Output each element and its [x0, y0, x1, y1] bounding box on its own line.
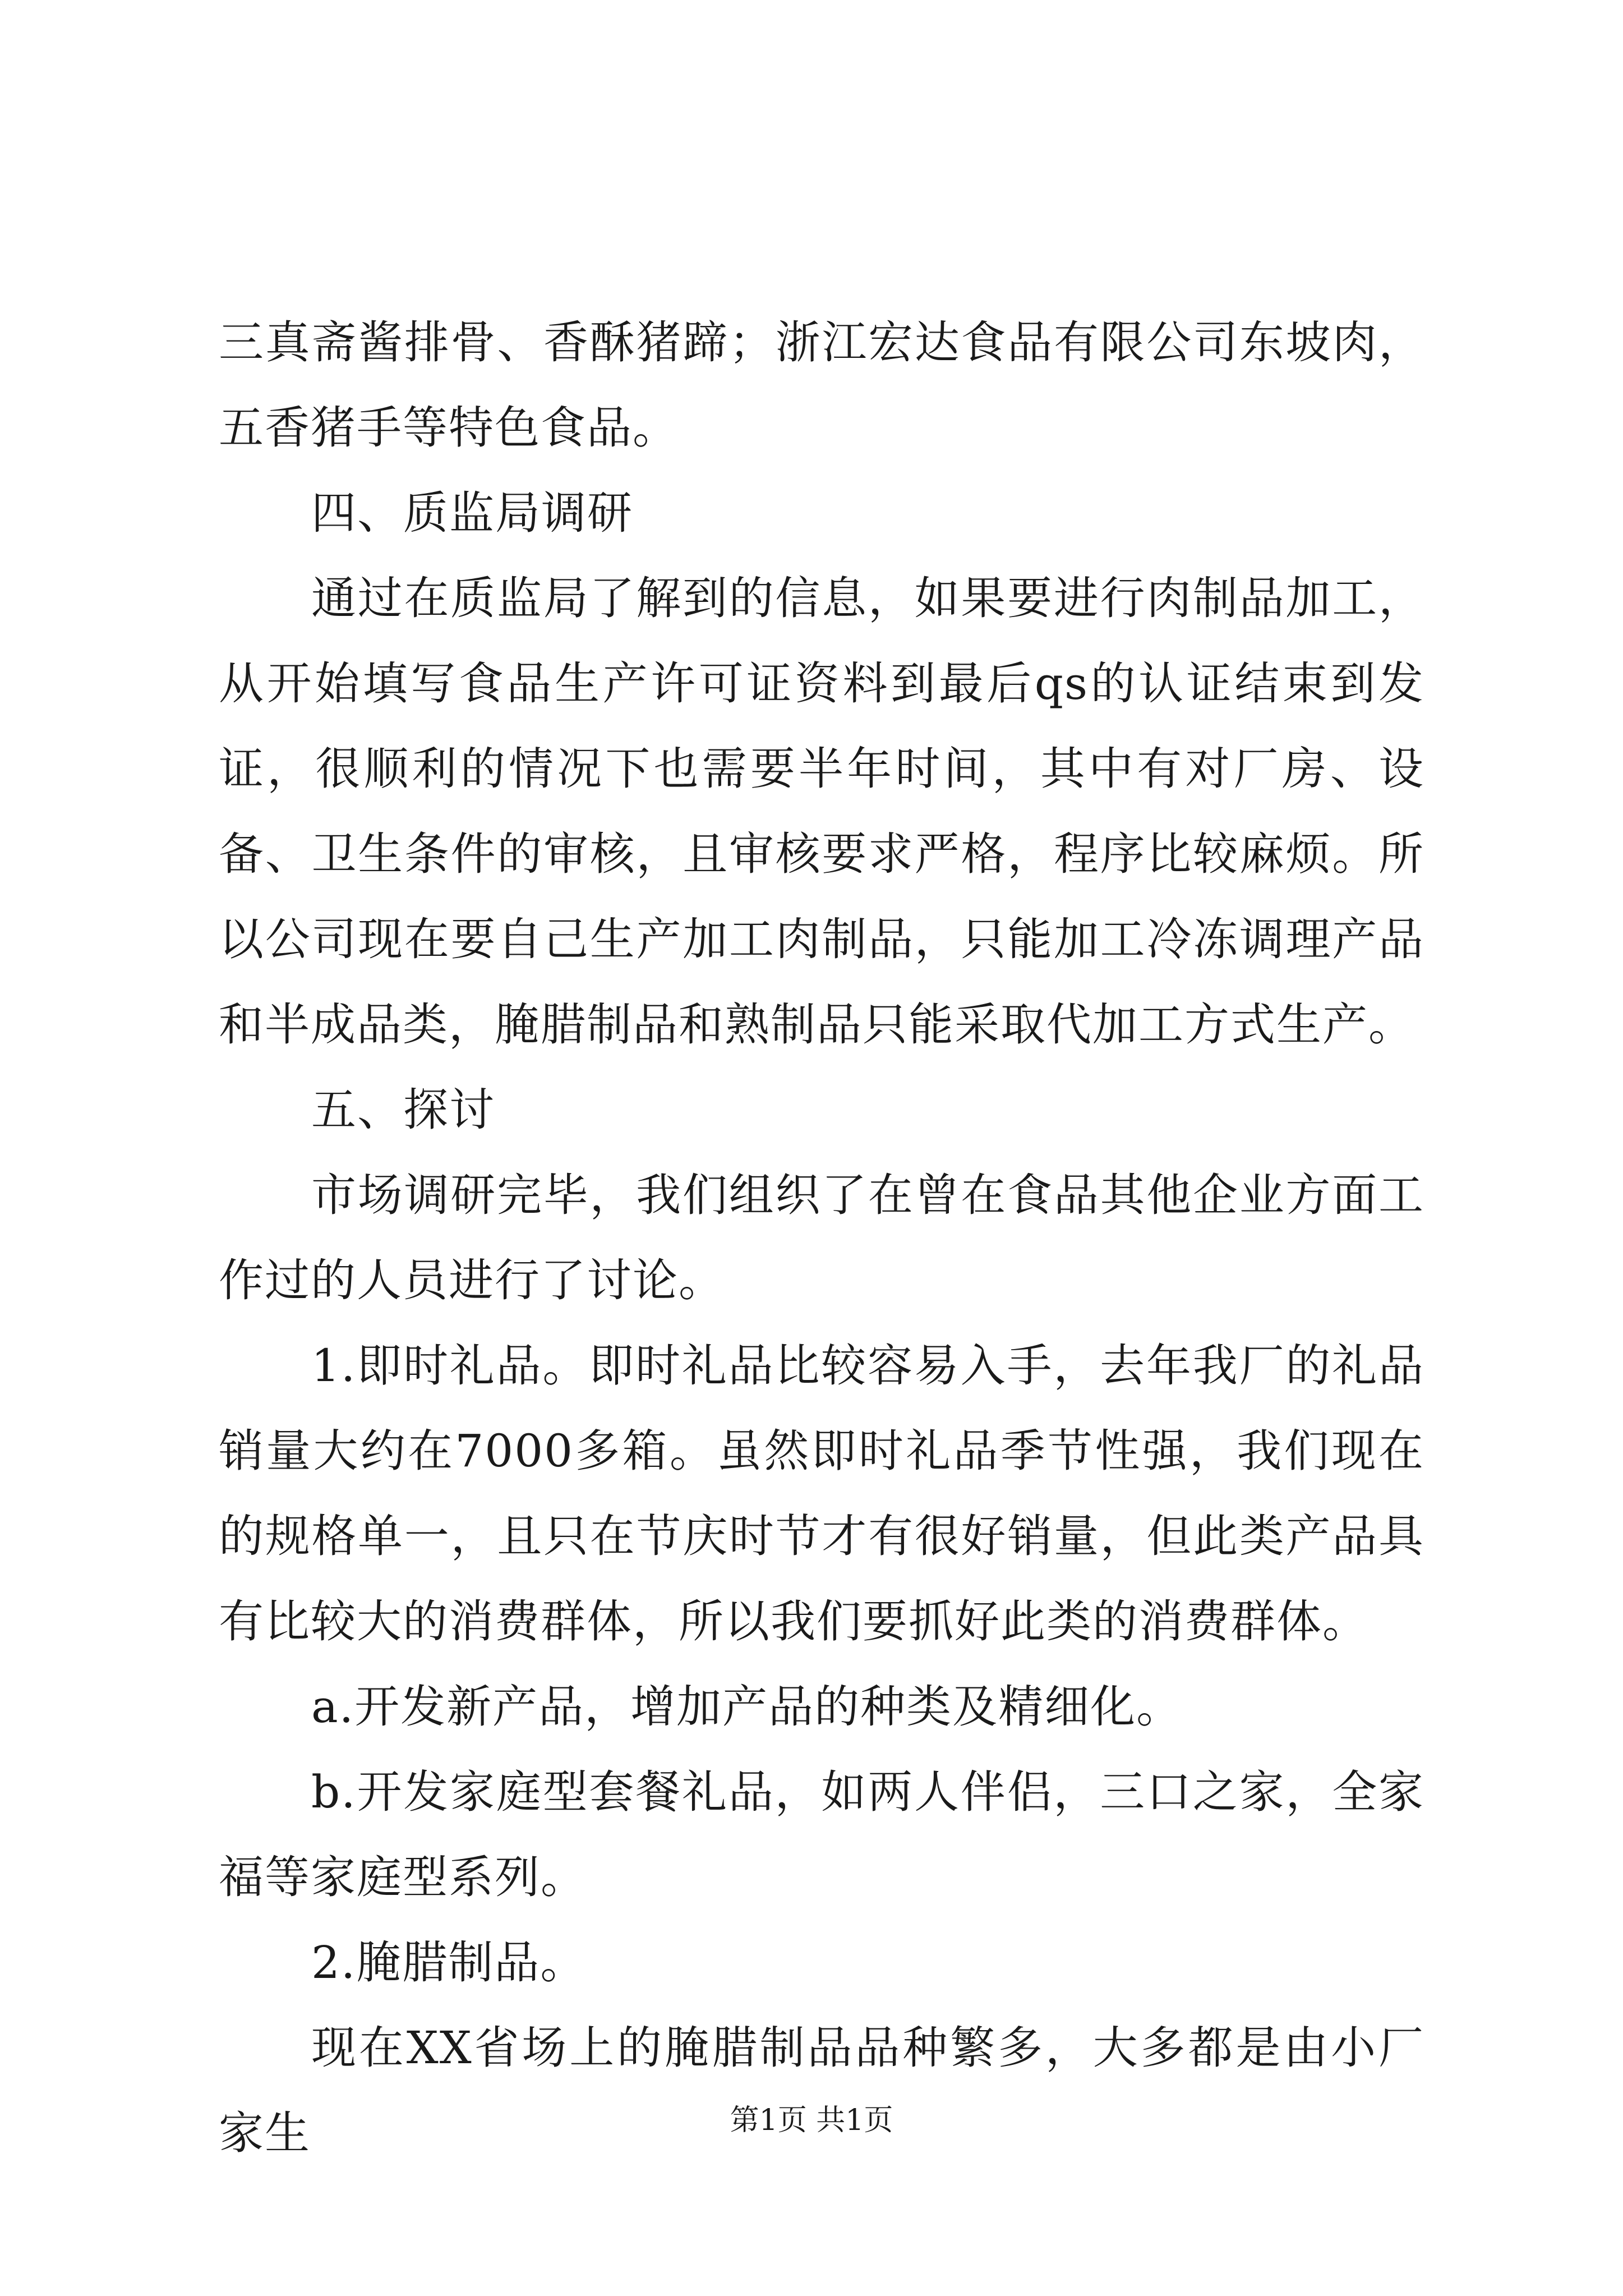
section-heading-discussion: 五、探讨 — [311, 1084, 495, 1136]
page-footer — [0, 2101, 1623, 2140]
paragraph-discussion-intro: 市场调研完毕，我们组织了在曾在食品其他企业方面工作过的人员进行了讨论。 — [219, 1169, 1424, 1306]
paragraph-cured-products-market: 现在XX省场上的腌腊制品品种繁多，大多都是由小厂家生 — [219, 2022, 1424, 2159]
section-heading-quality-bureau: 四、质监局调研 — [311, 487, 633, 539]
list-item-cured-products: 2.腌腊制品。 — [311, 1936, 587, 1989]
list-item-instant-gifts: 1.即时礼品。即时礼品比较容易入手，去年我厂的礼品销量大约在7000多箱。虽然即时礼品季节性强，我们现在的规格单一，且只在节庆时节才有很好销量，但此类产品具有比较大的消费群体，所以我们要抓好此类的消费群体。 — [219, 1340, 1424, 1648]
sub-item-b: b.开发家庭型套餐礼品，如两人伴侣，三口之家，全家福等家庭型系列。 — [219, 1766, 1424, 1903]
paragraph-continuation: 三真斋酱排骨、香酥猪蹄；浙江宏达食品有限公司东坡肉，五香猪手等特色食品。 — [219, 316, 1424, 454]
page-number: 第1页 共1页 — [730, 2104, 893, 2137]
document-body — [219, 300, 1424, 2176]
paragraph-quality-bureau-findings: 通过在质监局了解到的信息，如果要进行肉制品加工，从开始填写食品生产许可证资料到最后qs的认证结束到发证，很顺利的情况下也需要半年时间，其中有对厂房、设备、卫生条件的审核，且审核要求严格，程序比较麻烦。所以公司现在要自己生产加工肉制品，只能加工冷冻调理产品和半成品类，腌腊制品和熟制品只能采取代加工方式生产。 — [219, 572, 1424, 1051]
sub-item-a: a.开发新产品，增加产品的种类及精细化。 — [311, 1681, 1183, 1733]
